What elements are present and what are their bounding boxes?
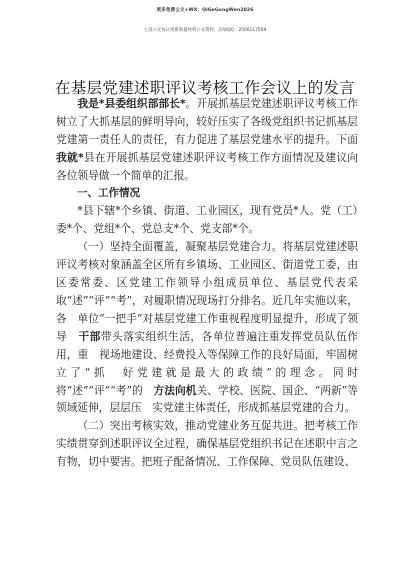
paragraph-text: 带头落实组织生活，各单位普遍注重发挥党员队伍作用，重 视场地建设、经费投入等保障工作的良好局面，牢固树立了“抓 好党建就是最大的政绩”的理念。同时将“述”“评”“考”的 — [56, 329, 358, 397]
bold-text: 方法向机 — [153, 383, 197, 397]
section-heading-work-status: 一、工作情况 — [77, 186, 140, 199]
header-sub-note: 七哥公文每日更新海量材料公文资料，添加QQ：2500117569 — [143, 28, 267, 33]
intro-paragraph — [56, 95, 358, 185]
intro-tail: 县在开展抓基层党建述职评议考核工作方面情况及建议向各位领导做一个简单的汇报。 — [56, 150, 358, 182]
bold-text: 干部 — [78, 329, 101, 343]
document-title: 在基层党建述职评议考核工作会议上的发言 — [54, 79, 356, 97]
paragraph-text: 关、学校、医院、国企、“两新”等领域延伸，层层压 实党建主体责任，形成抓基层党建的合力。 — [56, 383, 358, 415]
paragraph-assessment-effect: （二）突出考核实效，推动党建业务互促共进。把考核工作实绩贯穿到述职评议全过程，确保基层党组织书记在述职中言之有物，切中要害。把班子配备情况、工作保障、党员队伍建设、 — [56, 419, 358, 469]
document-body — [56, 95, 358, 471]
paragraph-text: （一）坚持全面覆盖，凝聚基层党建合力。将基层党建述职评议考核对象涵盖全区所有乡镇场、工业园区、街道党工委，由区委常委、区党建工作领导小组成员单位、基层党代表采取“述”“评”“考”，对履职情况现场打分排名。近几年实施以来，各 单位“一把手”对基层党建工作重视程度明显提升，形成了领导 — [56, 240, 358, 343]
paragraph-county-overview: *县下辖*个乡镇、街道、工业园区，现有党员*人。党（工）委*个、党组*个、党总支*个、党支部*个。 — [56, 204, 358, 236]
intro-me: 我就* — [56, 150, 84, 164]
intro-speaker: 我是*县委组织部部长* — [77, 97, 186, 110]
intro-text: 。开展抓基层党建述职评议考核工作树立了大抓基层的鲜明导向，较好压实了各级党组织书记抓基层党建第一责任人的责任，有力促进了基层党建水平的提升。下面 — [56, 97, 358, 146]
header-watermark-note: 更多免费公文+WX：QiGeGongWen2026 — [156, 8, 254, 13]
paragraph-full-coverage — [56, 238, 358, 417]
